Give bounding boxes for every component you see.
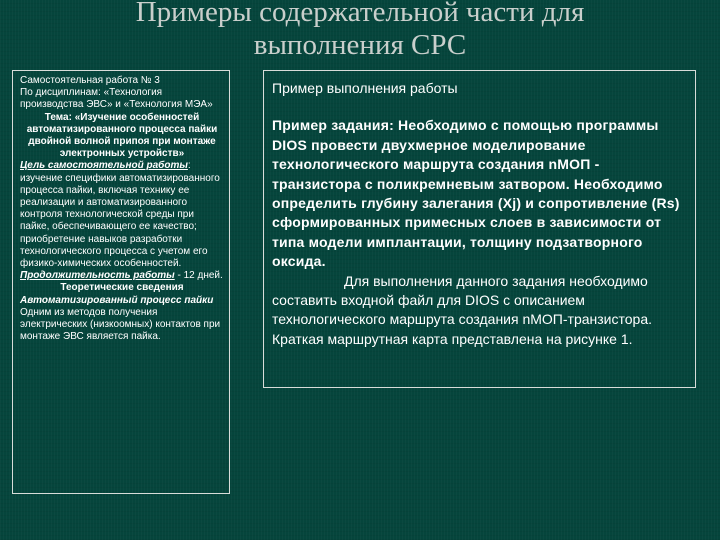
duration-text: - 12 дней. [174, 270, 223, 282]
goal-label: Цель самостоятельной работы [20, 160, 188, 172]
theory-heading: Теоретические сведения [60, 282, 184, 294]
goal-paragraph [20, 160, 224, 270]
work-heading: Самостоятельная работа № 3 [20, 75, 160, 86]
theory-text: Одним из методов получения электрических (низкоомных) контактов при монтаже ЭВС является пайка. [20, 306, 221, 343]
slide-title-line-2: выполнения СРС [253, 29, 467, 61]
work-topic: Тема: «Изучение особенностей автоматизированного процесса пайки двойной волной припоя при монтаже электронных устройств» [26, 111, 218, 160]
example-heading: Пример выполнения работы [272, 80, 458, 96]
theory-subheading: Автоматизированный процесс пайки [20, 294, 214, 306]
task-text: Пример задания: Необходимо с помощью программы DIOS провести двухмерное моделирование технологического маршрута создания nМОП - транзистора с поликремневым затвором. Необходимо определить глубину залегания (Xj) и сопротивление (Rs) сформированных примесных слоев в зависимости от типа модели имплантации, толщину подзатворного оксида. [272, 117, 680, 270]
independent-work-panel [12, 70, 230, 494]
example-panel [263, 70, 696, 388]
goal-text: : изучение специфики автоматизированного процесса пайки, включая технику ее реализации и автоматизированного контроля технологической среды при пайке, обеспечивающего ее качество; приобретение навыков разработки технологического процесса с учетом его физико-химических особенностей. [20, 160, 220, 270]
discipline-text: По дисциплинам: «Технология производства ЭВС» и «Технология МЭА» [20, 87, 213, 111]
duration-label: Продолжительность работы [20, 270, 175, 282]
slide-title-line-1: Примеры содержательной части для [135, 0, 585, 28]
slide-title [0, 0, 720, 62]
duration-paragraph [20, 270, 224, 282]
task-body-text: Для выполнения данного задания необходимо составить входной файл для DIOS с описанием технологического маршрута создания nМОП-транзистора. Краткая маршрутная карта представлена на рисунке 1. [272, 272, 652, 347]
